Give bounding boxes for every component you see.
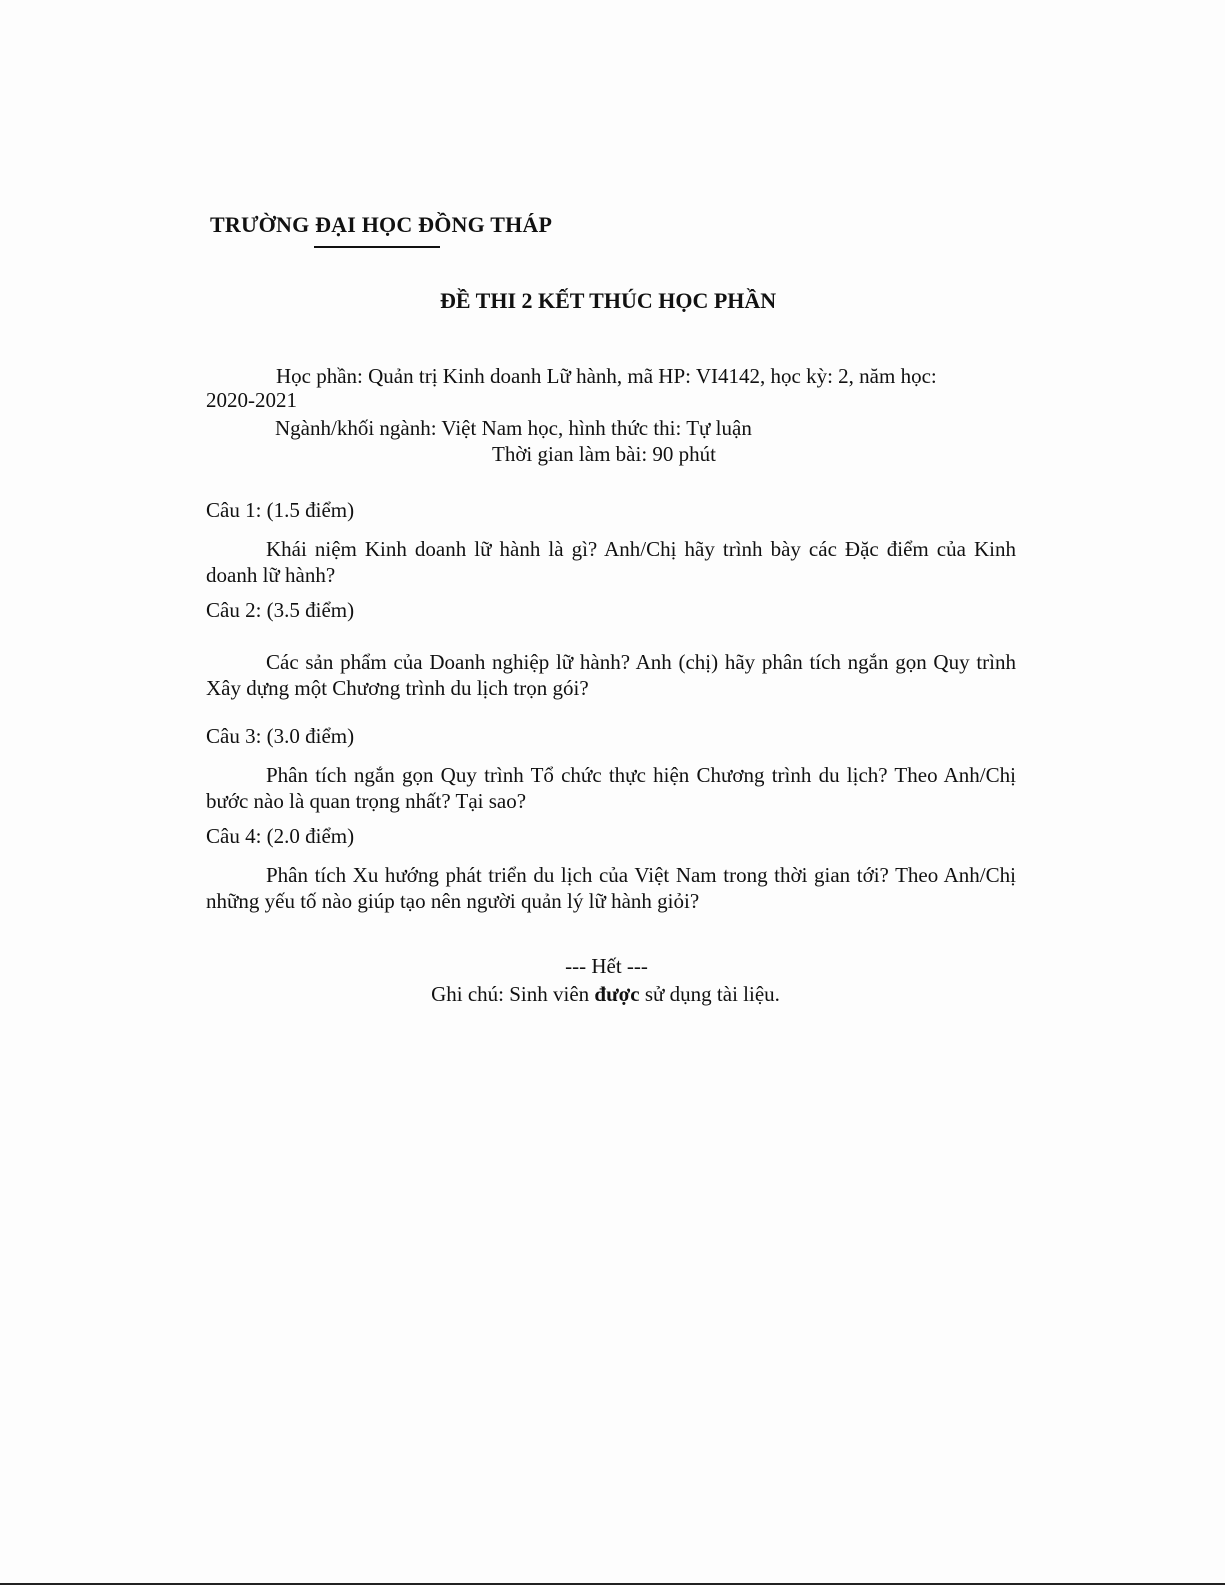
exam-title: ĐỀ THI 2 KẾT THÚC HỌC PHẦN xyxy=(440,288,777,313)
note-suffix: sử dụng tài liệu. xyxy=(639,982,780,1006)
note xyxy=(0,982,1218,1007)
question-1-text: Khái niệm Kinh doanh lữ hành là gì? Anh/Chị hãy trình bày các Đặc điểm của Kinh doanh lữ hành? xyxy=(206,537,1016,587)
school-underline xyxy=(314,246,440,248)
question-4-heading: Câu 4: (2.0 điểm) xyxy=(206,824,355,848)
question-3-text: Phân tích ngắn gọn Quy trình Tổ chức thực hiện Chương trình du lịch? Theo Anh/Chị bước nào là quan trọng nhất? Tại sao? xyxy=(206,763,1016,813)
question-3-heading: Câu 3: (3.0 điểm) xyxy=(206,724,355,748)
question-1-heading: Câu 1: (1.5 điểm) xyxy=(206,498,355,522)
duration-info: Thời gian làm bài: 90 phút xyxy=(492,442,716,466)
question-2-heading: Câu 2: (3.5 điểm) xyxy=(206,598,355,622)
major-info: Ngành/khối ngành: Việt Nam học, hình thức thi: Tự luận xyxy=(275,416,752,440)
note-prefix: Ghi chú: Sinh viên xyxy=(431,982,595,1006)
course-info-line2: 2020-2021 xyxy=(206,388,297,412)
school-name: TRƯỜNG ĐẠI HỌC ĐỒNG THÁP xyxy=(210,212,553,237)
question-2-text: Các sản phẩm của Doanh nghiệp lữ hành? Anh (chị) hãy phân tích ngắn gọn Quy trình Xây dựng một Chương trình du lịch trọn gói? xyxy=(206,650,1016,700)
note-bold: được xyxy=(594,982,640,1006)
question-4-text: Phân tích Xu hướng phát triển du lịch của Việt Nam trong thời gian tới? Theo Anh/Chị những yếu tố nào giúp tạo nên người quản lý lữ hành giỏi? xyxy=(206,863,1016,913)
end-marker: --- Hết --- xyxy=(565,954,648,978)
course-info-line1: Học phần: Quản trị Kinh doanh Lữ hành, mã HP: VI4142, học kỳ: 2, năm học: xyxy=(276,364,937,388)
